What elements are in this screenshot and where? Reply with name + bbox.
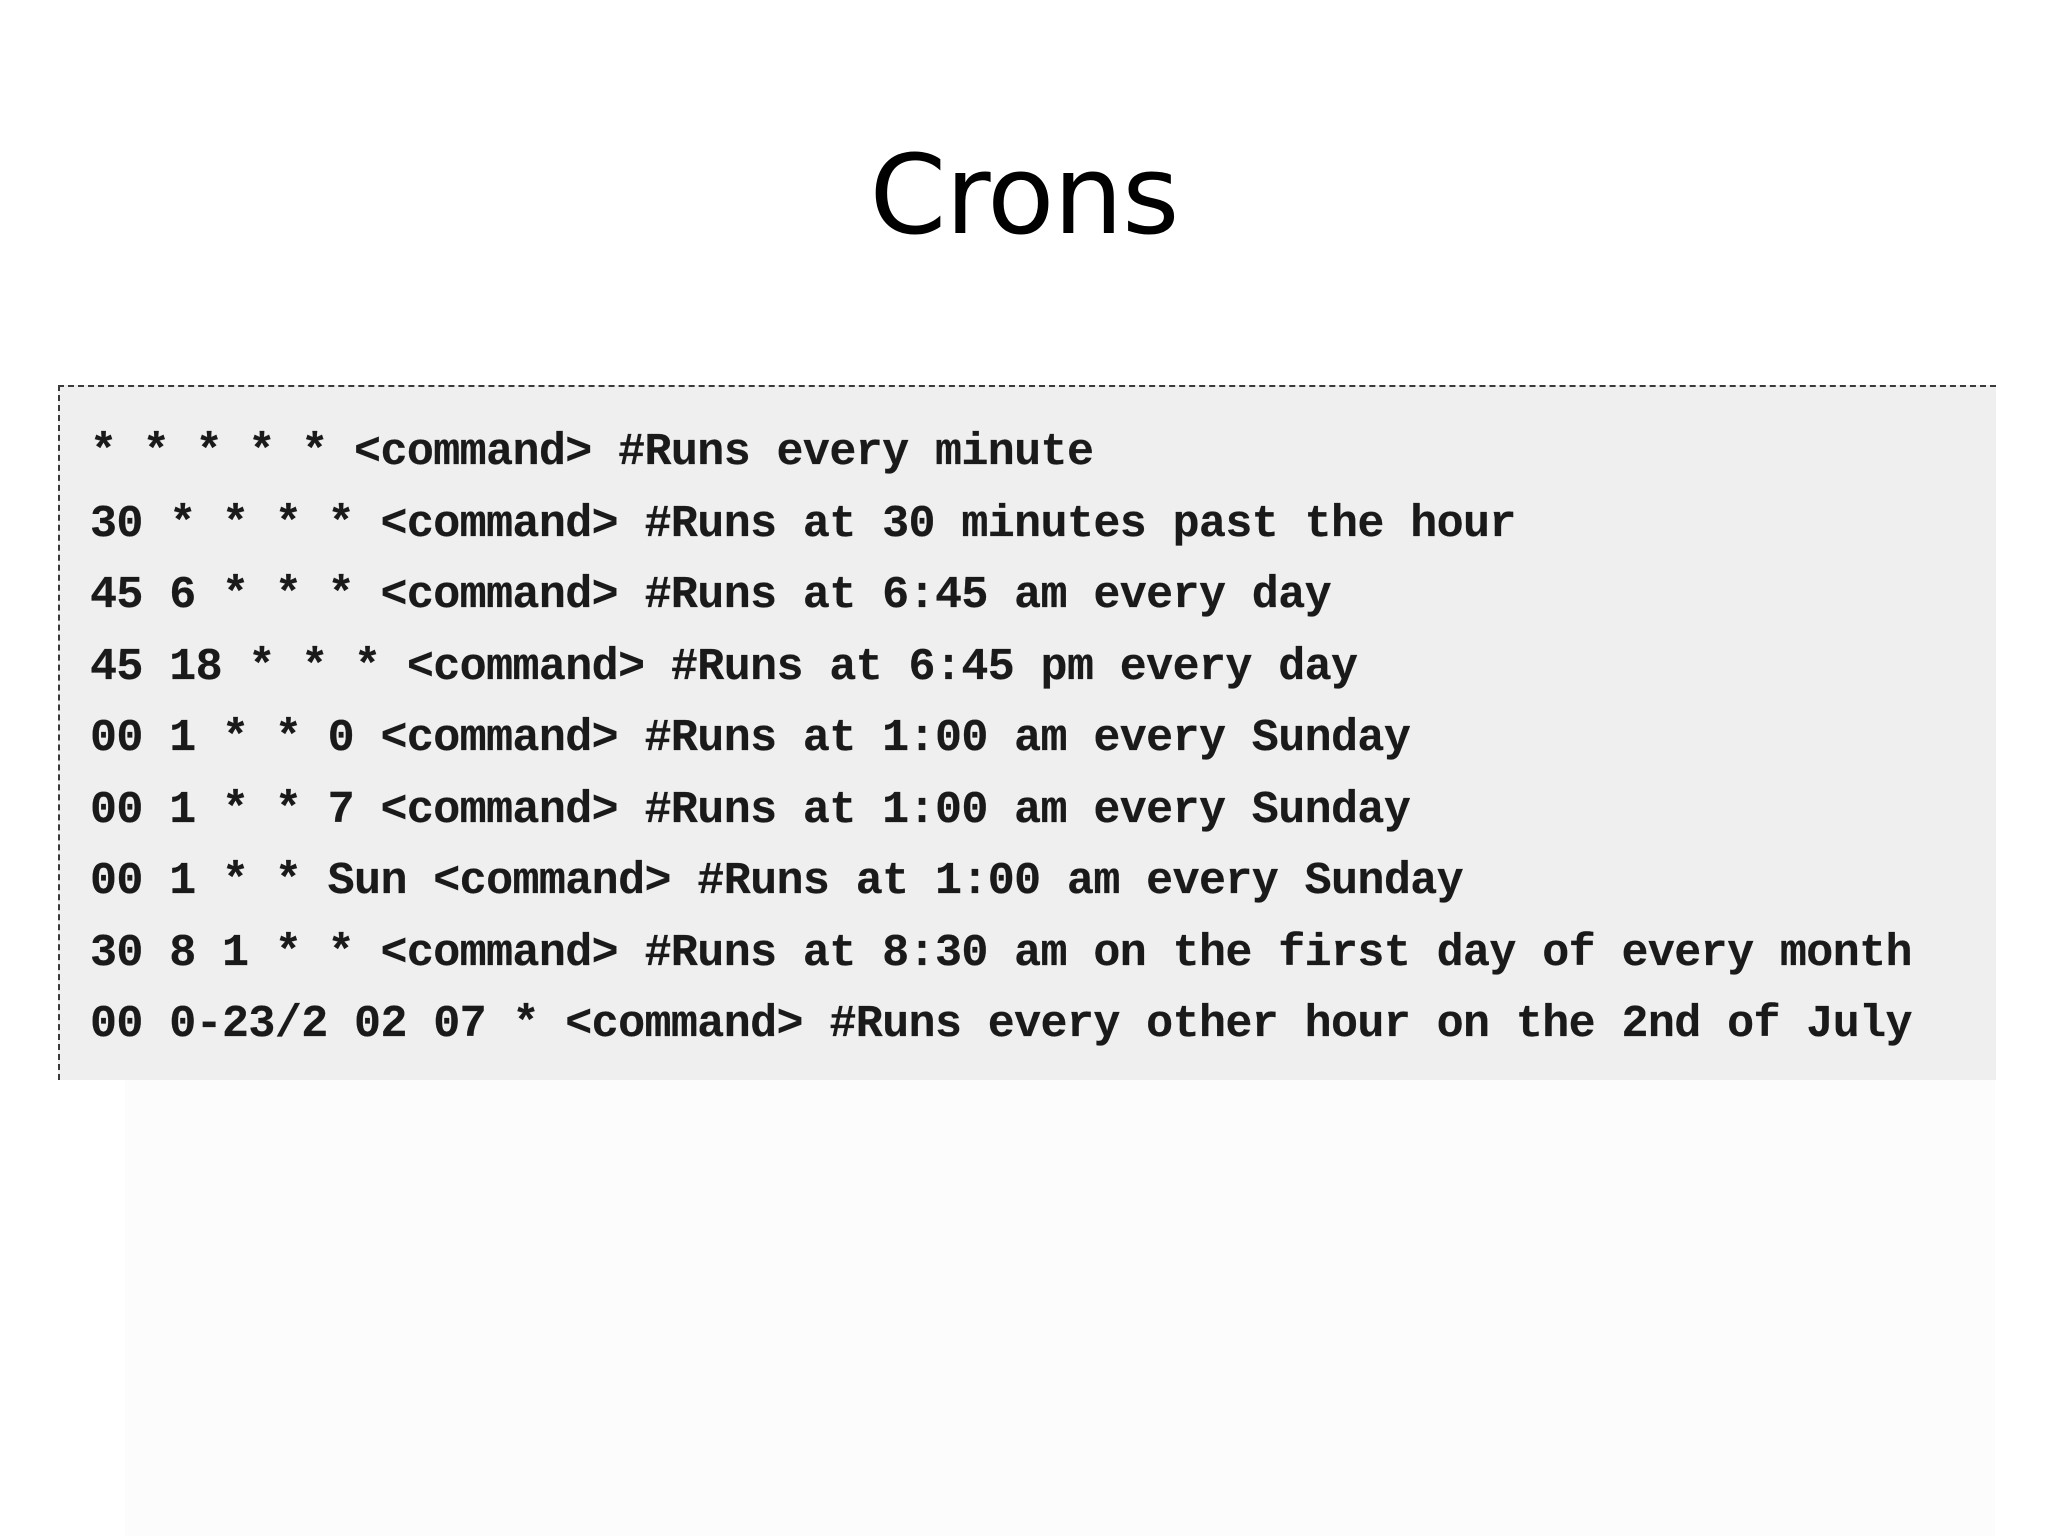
code-line: * * * * * <command> #Runs every minute bbox=[90, 427, 1094, 478]
code-line: 45 6 * * * <command> #Runs at 6:45 am every day bbox=[90, 570, 1332, 621]
code-line: 45 18 * * * <command> #Runs at 6:45 pm every day bbox=[90, 641, 1358, 693]
code-line: 00 1 * * 7 <command> #Runs at 1:00 am every Sunday bbox=[90, 784, 1411, 836]
code-line: 00 1 * * 0 <command> #Runs at 1:00 am every Sunday bbox=[90, 713, 1411, 764]
code-block bbox=[58, 385, 1996, 1080]
background-panel bbox=[125, 1080, 1995, 1536]
code-line: 30 * * * * <command> #Runs at 30 minutes past the hour bbox=[90, 498, 1516, 550]
slide-title: Crons bbox=[869, 131, 1179, 259]
code-line: 00 0-23/2 02 07 * <command> #Runs every other hour on the 2nd of July bbox=[90, 999, 1912, 1050]
code-line: 30 8 1 * * <command> #Runs at 8:30 am on the first day of every month bbox=[90, 927, 1912, 979]
code-line: 00 1 * * Sun <command> #Runs at 1:00 am every Sunday bbox=[90, 856, 1464, 907]
code-lines bbox=[90, 417, 1912, 1061]
